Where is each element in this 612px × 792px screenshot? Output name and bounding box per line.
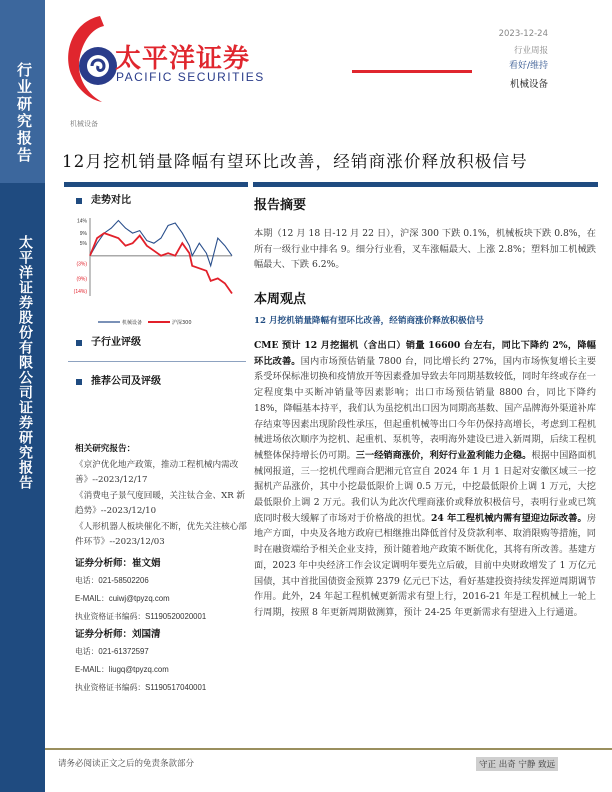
y-tick-label: (9%) [76, 276, 87, 283]
summary-text: 本期（12 月 18 日-12 月 22 日），沪深 300 下跌 0.1%，机械板块下跌 0.8%，在所有一级行业中排名 9。细分行业看，叉车涨幅最大、上涨 2.8%；塑料加工机械跌幅最大、下跌 6.2%。 [254, 228, 596, 271]
analyst-name: 证券分析师：崔文娟 [75, 558, 161, 569]
bullet-icon [76, 379, 82, 385]
report-type: 行业周报 [513, 46, 548, 56]
disclaimer: 请务必阅读正文之后的免责条款部分 [58, 759, 195, 769]
right-bar [253, 182, 598, 187]
summary-heading: 报告摘要 [254, 198, 307, 213]
analyst-license: 执业资格证书编码：S1190517040001 [75, 683, 207, 692]
sub-rating-heading: 子行业评级 [76, 333, 141, 348]
related-report[interactable]: 《人形机器人板块催化不断，优先关注核心部件环节》--2023/12/03 [75, 521, 247, 547]
breadcrumb: 机械设备 [70, 120, 98, 128]
analyst-1 [75, 555, 247, 697]
recommend-heading: 推荐公司及评级 [76, 372, 161, 387]
analyst-email[interactable]: E-MAIL：cuiwj@tpyzq.com [75, 594, 170, 603]
sidebar-report-type: 行业研究报告 [15, 62, 33, 164]
related-reports [75, 442, 247, 551]
view-body: CME 预计 12 月挖掘机（含出口）销量 16600 台左右，同比下降约 2%，降幅环比改善。国内市场预估销量 7800 台，同比增长约 27%，国内市场恢复增长主要系受环保标准切换和疫情放开等因素叠加导致去年同期基数较低，同时年终或存在一定程度集中买断冲销量等因素影响；出口市场预估销量 8800 台，同比下降约 18%，降幅基本持平，我们认为虽挖机出口因为同期高基数、国产品牌海外渠道补库存结束等因素出现阶段性承压，但起重机械等出口今年仍保持高增长，考虑到工程机械进场依次顺序为挖机、起重机、泵机等，表明海外建设已进入新周期，后续工程机械整体保持增长仍可期。三一经销商涨价，利好行业盈利能力企稳。根据中国路面机械网报道，三一挖机代理商合肥湘元官宣自 2024 年 1 月 1 日起对安徽区域三一挖掘机产品涨价，其中小挖最低限价上调 0.5 万元，中挖最低限价上调 1 万元，大挖最低限价上调 2 万元。我们认为此次代理商涨价或释放积极信号，表明行业或已筑底同时极大缓解了市场对于价格战的担忧。24 年工程机械内需有望迎边际改善。房地产方面，中央及各地方政府已相继推出降低首付及贷款利率、取消限购等措施，同时在融资端给予相关企业支持，预计随着地产政策不断优化，其将有所改善。基建方面，2023 年中央经济工作会议定调明年要先立后破，目前中央财政增发了 1 万亿元国债，其中首批国债资金预算 2379 亿元已下达，看好基建投资持续发挥逆周期调节作用。此外，24 年起工程机械更新需求有望上行，2016-21 年是工程机械上一轮上行周期，按照 8 年更新周期做测算，预计 24-25 年更新需求有望进入上行通道。 [254, 340, 597, 618]
key-point: 三一经销商涨价，利好行业盈利能力企稳。 [355, 449, 532, 461]
footer-divider [45, 748, 612, 750]
industry: 机械设备 [509, 79, 548, 90]
analyst-phone: 电话：021-58502206 [75, 576, 149, 585]
series-line-1 [90, 233, 232, 293]
analyst-name: 证券分析师：刘国清 [75, 629, 161, 640]
analyst-license: 执业资格证书编码：S1190520020001 [75, 612, 207, 621]
trend-heading: 走势对比 [76, 191, 131, 206]
y-tick-label: (3%) [76, 261, 87, 268]
divider [68, 361, 246, 362]
left-bar [64, 182, 248, 187]
analyst-phone: 电话：021-61372597 [75, 647, 149, 656]
y-tick-label: 9% [79, 231, 87, 238]
key-point: CME 预计 12 月挖掘机（含出口）销量 16600 台左右，同比下降约 2%，降幅环比改善。 [254, 340, 596, 367]
y-tick-label: (14%) [73, 288, 87, 295]
y-tick-label: 14% [76, 218, 87, 225]
key-point: 24 年工程机械内需有望迎边际改善。 [430, 512, 587, 524]
page-title: 12月挖机销量降幅有望环比改善，经销商涨价释放积极信号 [62, 152, 528, 171]
related-report[interactable]: 《京沪优化地产政策，推动工程机械内需改善》--2023/12/17 [75, 459, 239, 485]
related-report[interactable]: 《消费电子景气度回暖，关注钛合金、XR 新趋势》--2023/12/10 [75, 490, 246, 516]
report-date: 2023-12-24 [498, 29, 548, 39]
series-line-0 [90, 221, 232, 266]
view-subtitle: 12 月挖机销量降幅有望环比改善，经销商涨价释放积极信号 [254, 316, 484, 326]
view-heading: 本周观点 [254, 292, 307, 307]
rating: 看好/维持 [508, 61, 548, 71]
legend-label: 沪深300 [172, 320, 192, 326]
y-tick-label: 5% [79, 241, 87, 248]
bullet-icon [76, 340, 82, 346]
analyst-email[interactable]: E-MAIL：liugq@tpyzq.com [75, 665, 169, 674]
logo-icon [62, 14, 122, 104]
sidebar-company: 太平洋证券股份有限公司证券研究报告 [17, 235, 33, 490]
trend-chart [60, 210, 240, 340]
related-heading: 相关研究报告： [75, 444, 136, 454]
legend-label: 机械设备 [122, 320, 143, 326]
logo-en: PACIFIC SECURITIES [116, 70, 265, 84]
bullet-icon [76, 198, 82, 204]
logo-cn: 太平洋证券 [115, 44, 251, 74]
header-divider [352, 70, 472, 73]
motto: 守正 出奇 宁静 致远 [476, 757, 558, 771]
sidebar [0, 0, 45, 792]
